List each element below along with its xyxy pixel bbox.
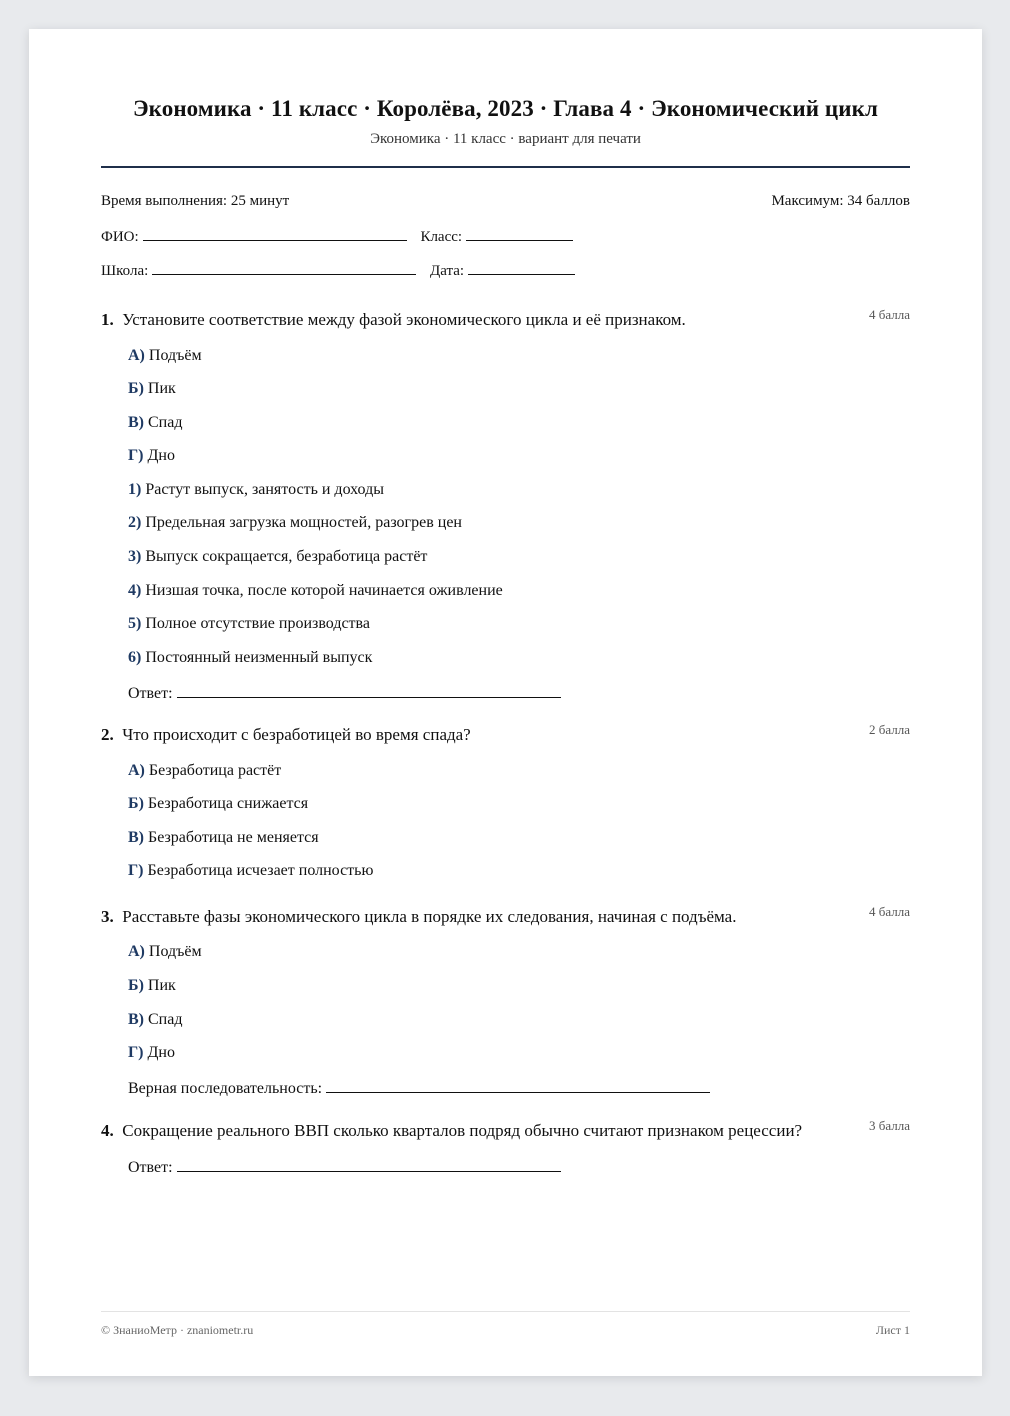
footer-divider bbox=[101, 1311, 910, 1312]
option-item: А) Подъём bbox=[128, 943, 202, 960]
option-item: А) Безработица растёт bbox=[128, 762, 282, 779]
question-points: 4 балла bbox=[869, 307, 910, 322]
question-number: 4. bbox=[101, 1121, 114, 1140]
match-item: 5) Полное отсутствие производства bbox=[128, 615, 370, 632]
question-1 bbox=[101, 307, 910, 330]
fio-label: ФИО: bbox=[101, 229, 139, 245]
footer-page-number: Лист 1 bbox=[875, 1323, 910, 1337]
answer-field[interactable] bbox=[177, 683, 561, 698]
question-2 bbox=[101, 722, 910, 745]
question-points: 3 балла bbox=[869, 1118, 910, 1133]
question-3 bbox=[101, 904, 910, 927]
date-field[interactable] bbox=[468, 260, 575, 275]
question-4 bbox=[101, 1118, 910, 1141]
answer-row bbox=[128, 683, 561, 703]
question-points: 2 балла bbox=[869, 722, 910, 737]
class-label: Класс: bbox=[420, 229, 463, 245]
time-limit: Время выполнения: 25 минут bbox=[101, 193, 290, 209]
question-text: Расставьте фазы экономического цикла в порядке их следования, начиная с подъёма. bbox=[122, 907, 737, 926]
option-item: В) Спад bbox=[128, 414, 183, 431]
question-text: Установите соответствие между фазой экономического цикла и её признаком. bbox=[122, 310, 686, 329]
match-item: 2) Предельная загрузка мощностей, разогрев цен bbox=[128, 514, 462, 531]
question-number: 2. bbox=[101, 725, 114, 744]
question-text: Что происходит с безработицей во время спада? bbox=[122, 725, 471, 744]
option-item: Г) Безработица исчезает полностью bbox=[128, 862, 374, 879]
match-item: 3) Выпуск сокращается, безработица растёт bbox=[128, 548, 428, 565]
match-item: 6) Постоянный неизменный выпуск bbox=[128, 649, 373, 666]
class-field[interactable] bbox=[466, 226, 573, 241]
answer-row bbox=[128, 1078, 710, 1098]
option-item: Г) Дно bbox=[128, 1044, 175, 1061]
page-subtitle: Экономика · 11 класс · вариант для печати bbox=[370, 131, 641, 147]
option-item: Б) Пик bbox=[128, 977, 176, 994]
answer-label: Ответ: bbox=[128, 1159, 173, 1176]
option-item: А) Подъём bbox=[128, 347, 202, 364]
header-divider bbox=[101, 166, 910, 168]
max-score: Максимум: 34 баллов bbox=[771, 193, 910, 209]
date-label: Дата: bbox=[430, 263, 465, 279]
option-item: Г) Дно bbox=[128, 447, 175, 464]
answer-field[interactable] bbox=[326, 1078, 710, 1093]
answer-label: Верная последовательность: bbox=[128, 1080, 323, 1097]
answer-field[interactable] bbox=[177, 1157, 561, 1172]
match-item: 1) Растут выпуск, занятость и доходы bbox=[128, 481, 384, 498]
match-item: 4) Низшая точка, после которой начинается оживление bbox=[128, 582, 503, 599]
worksheet-page bbox=[29, 29, 982, 1376]
fio-field[interactable] bbox=[143, 226, 407, 241]
school-date-row bbox=[101, 260, 575, 280]
answer-label: Ответ: bbox=[128, 685, 173, 702]
footer-copyright: © ЗнаниоМетр · znaniometr.ru bbox=[101, 1323, 254, 1337]
fio-class-row bbox=[101, 226, 573, 246]
option-item: Б) Пик bbox=[128, 380, 176, 397]
option-item: В) Безработица не меняется bbox=[128, 829, 319, 846]
page-title: Экономика · 11 класс · Королёва, 2023 · Глава 4 · Экономический цикл bbox=[132, 96, 878, 121]
question-number: 1. bbox=[101, 310, 114, 329]
option-item: В) Спад bbox=[128, 1011, 183, 1028]
answer-row bbox=[128, 1157, 561, 1177]
question-points: 4 балла bbox=[869, 904, 910, 919]
option-item: Б) Безработица снижается bbox=[128, 795, 309, 812]
question-number: 3. bbox=[101, 907, 114, 926]
school-field[interactable] bbox=[152, 260, 416, 275]
question-text: Сокращение реального ВВП сколько кварталов подряд обычно считают признаком рецессии? bbox=[122, 1121, 803, 1140]
school-label: Школа: bbox=[101, 263, 149, 279]
